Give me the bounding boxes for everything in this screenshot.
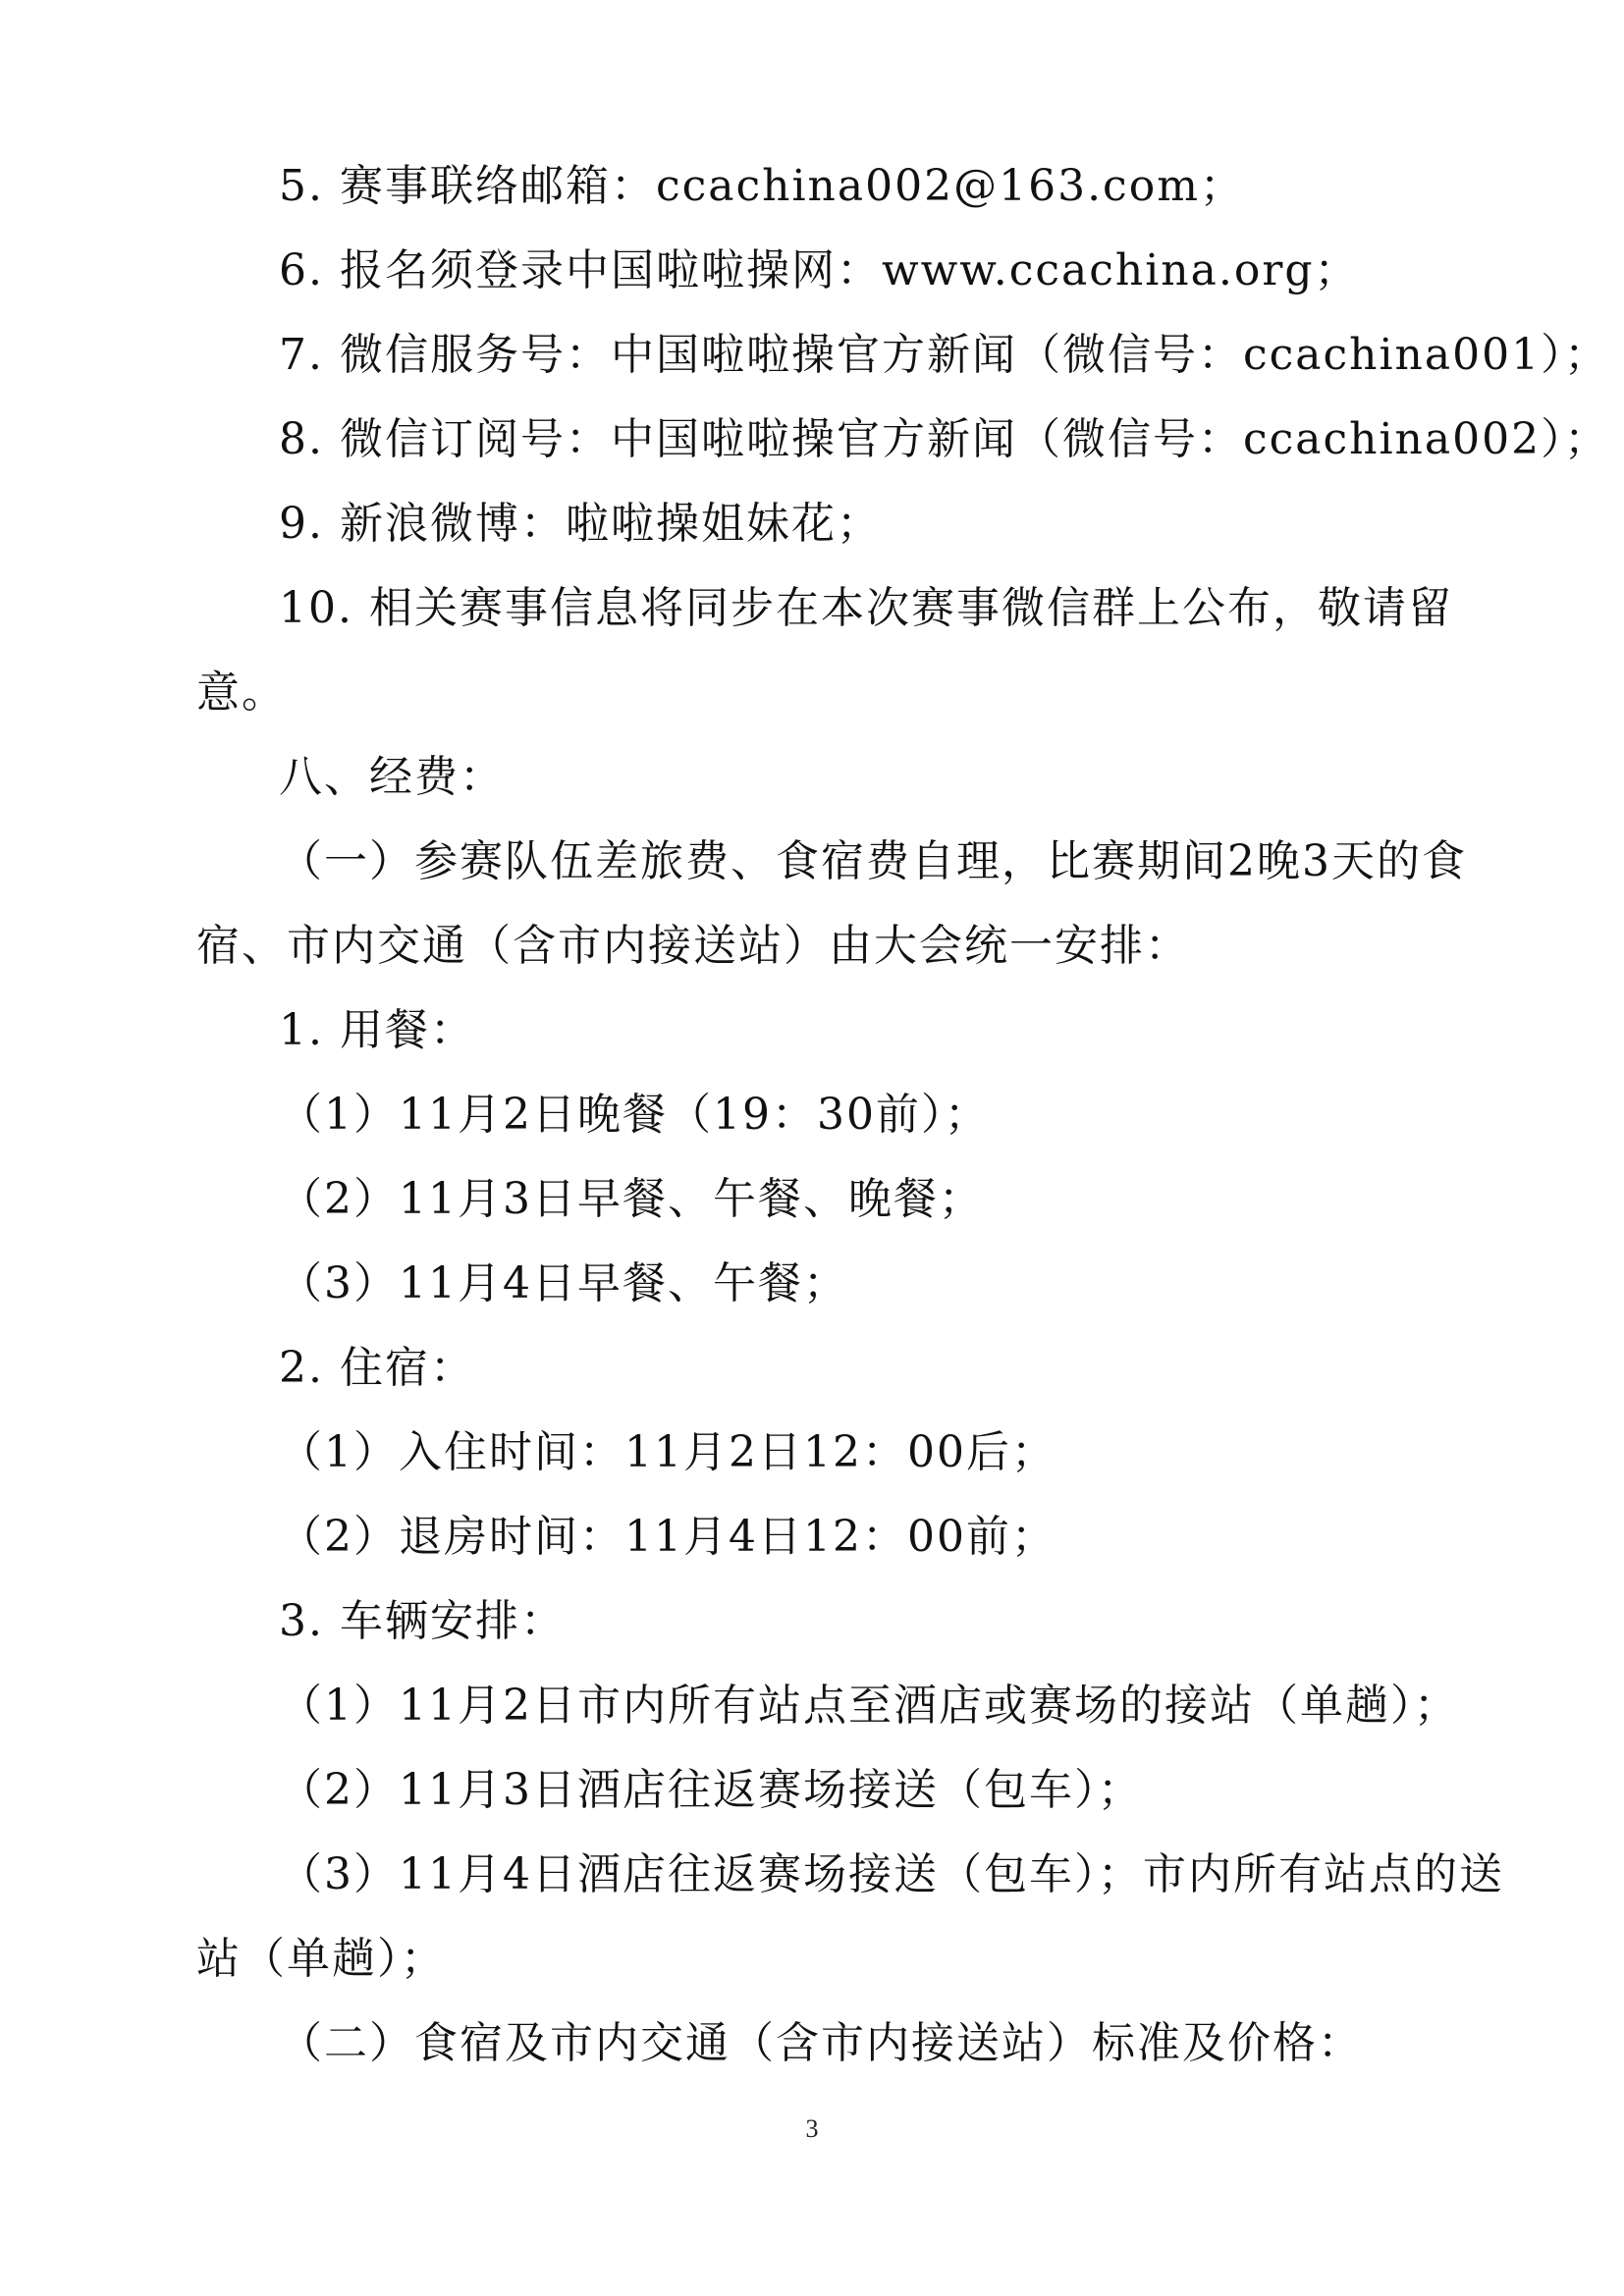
event-info-line-continued: 意。 xyxy=(196,667,287,718)
vehicle-heading: 3. 车辆安排： xyxy=(279,1596,566,1646)
meal-item-2: （2）11月3日早餐、午餐、晚餐； xyxy=(279,1174,984,1224)
meals-heading: 1. 用餐： xyxy=(279,1005,475,1055)
funding-item-1-line-continued: 宿、市内交通（含市内接送站）由大会统一安排： xyxy=(196,921,1190,971)
check-in-line: （1）入住时间：11月2日12：00后； xyxy=(279,1427,1056,1477)
vehicle-item-3: （3）11月4日酒店往返赛场接送（包车）；市内所有站点的送 xyxy=(279,1849,1504,1899)
contact-email-line: 5. 赛事联络邮箱：ccachina002@163.com； xyxy=(279,161,1245,211)
weibo-line: 9. 新浪微博：啦啦操姐妹花； xyxy=(279,499,882,549)
vehicle-item-3-continued: 站（单趟）； xyxy=(196,1934,446,1984)
meal-item-3: （3）11月4日早餐、午餐； xyxy=(279,1258,848,1308)
vehicle-item-1: （1）11月2日市内所有站点至酒店或赛场的接站（单趟）； xyxy=(279,1681,1459,1731)
funding-item-1-line: （一）参赛队伍差旅费、食宿费自理，比赛期间2晚3天的食 xyxy=(279,836,1467,886)
meal-item-1: （1）11月2日晚餐（19：30前）； xyxy=(279,1090,990,1140)
section-heading-funding: 八、经费： xyxy=(279,752,505,802)
page-number: 3 xyxy=(805,2114,819,2143)
event-info-line: 10. 相关赛事信息将同步在本次赛事微信群上公布，敬请留 xyxy=(279,583,1453,633)
accommodation-heading: 2. 住宿： xyxy=(279,1343,475,1393)
wechat-service-line: 7. 微信服务号：中国啦啦操官方新闻（微信号：ccachina001）； xyxy=(279,330,1610,380)
check-out-line: （2）退房时间：11月4日12：00前； xyxy=(279,1512,1056,1562)
funding-item-2-line: （二）食宿及市内交通（含市内接送站）标准及价格： xyxy=(279,2018,1363,2068)
registration-website-line: 6. 报名须登录中国啦啦操网：www.ccachina.org； xyxy=(279,245,1360,295)
vehicle-item-2: （2）11月3日酒店往返赛场接送（包车）； xyxy=(279,1765,1143,1815)
wechat-subscription-line: 8. 微信订阅号：中国啦啦操官方新闻（微信号：ccachina002）； xyxy=(279,414,1610,464)
